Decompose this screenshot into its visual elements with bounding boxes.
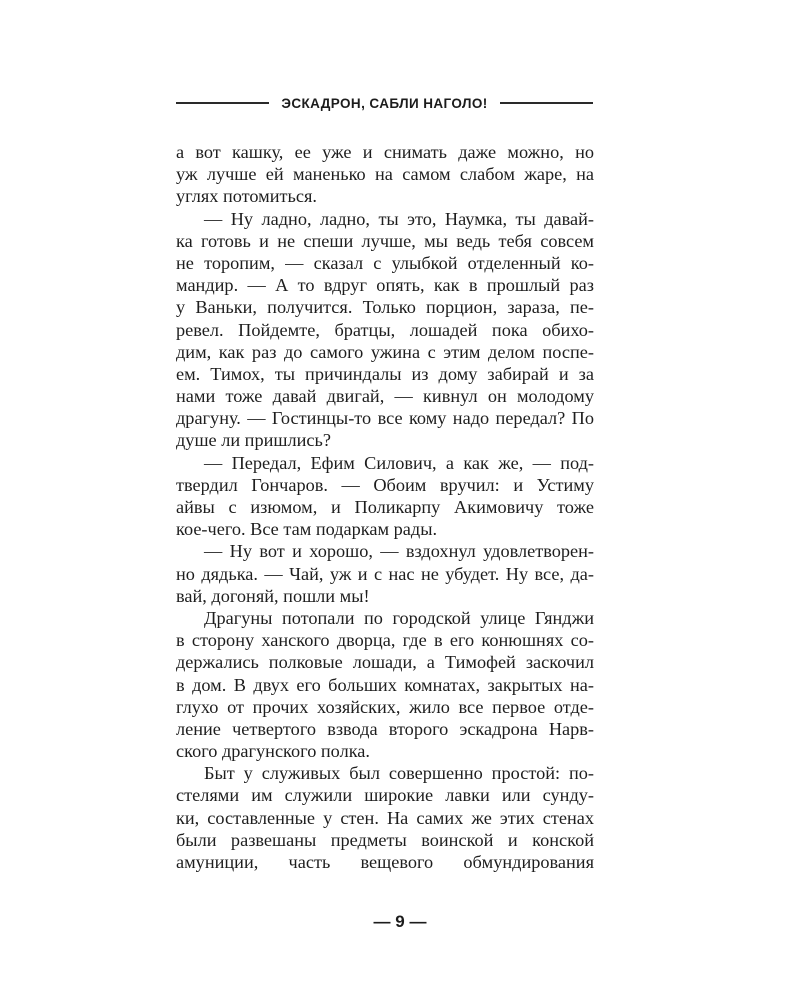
running-head xyxy=(176,92,593,114)
text-line: ем. Тимох, ты причиндалы из дому забирай и за xyxy=(176,363,594,384)
paragraph xyxy=(176,607,594,762)
text-line: у Ваньки, получится. Только порцион, зараза, пе- xyxy=(176,297,594,318)
text-line: ка готовь и не спеши лучше, мы ведь тебя совсем xyxy=(176,230,594,251)
text-line: ление четвертого взвода второго эскадрона Нарв- xyxy=(176,718,594,739)
text-line: в сторону ханского дворца, где в его конюшнях со- xyxy=(176,630,594,651)
text-line: были развешаны предметы воинской и конской xyxy=(176,829,594,850)
text-line: ревел. Пойдемте, братцы, лошадей пока обихо- xyxy=(176,319,594,340)
paragraph xyxy=(176,208,594,452)
text-line: айвы с изюмом, и Поликарпу Акимовичу тоже xyxy=(176,497,594,517)
text-line: дим, как раз до самого ужина с этим делом поспе- xyxy=(176,341,594,362)
text-line: глухо от прочих хозяйских, жило все первое отде- xyxy=(176,696,594,717)
running-head-title: ЭСКАДРОН, САБЛИ НАГОЛО! xyxy=(281,95,488,111)
text-line: — Ну ладно, ладно, ты это, Наумка, ты давай- xyxy=(204,208,594,229)
running-head-rule-left xyxy=(176,102,269,104)
text-line: но дядька. — Чай, уж и с нас не убудет. Ну все, да- xyxy=(176,563,594,584)
running-head-rule-right xyxy=(500,102,593,104)
text-line: ского драгунского полка. xyxy=(176,741,370,762)
text-line: амуниции, часть вещевого обмундирования xyxy=(176,852,594,872)
text-line: углях потомиться. xyxy=(176,186,317,207)
text-line: вай, догоняй, пошли мы! xyxy=(176,585,370,606)
text-line: ки, составленные у стен. На самих же этих стенах xyxy=(176,807,594,828)
text-line: нами тоже давай двигай, — кивнул он молодому xyxy=(176,386,594,407)
text-line: драгуну. — Гостинцы-то все кому надо передал? По xyxy=(176,408,594,429)
text-line: душе ли пришлись? xyxy=(176,430,331,451)
text-line: стелями им служили широкие лавки или сунду- xyxy=(176,785,594,806)
paragraph xyxy=(176,762,594,873)
text-line: в дом. В двух его больших комнатах, закрытых на- xyxy=(176,674,594,695)
text-line: кое-чего. Все там подаркам рады. xyxy=(176,519,438,540)
paragraph xyxy=(176,141,594,208)
text-line: Драгуны потопали по городской улице Гянджи xyxy=(204,607,594,628)
text-line: держались полковые лошади, а Тимофей заскочил xyxy=(176,652,594,673)
text-line: твердил Гончаров. — Обоим вручил: и Устиму xyxy=(176,474,594,495)
body-text xyxy=(176,141,594,873)
text-line: Быт у служивых был совершенно простой: по- xyxy=(204,763,594,784)
text-line: а вот кашку, ее уже и снимать даже можно, но xyxy=(176,142,594,162)
text-line: уж лучше ей маненько на самом слабом жаре, на xyxy=(176,164,594,185)
text-line: — Передал, Ефим Силович, а как же, — под- xyxy=(204,452,594,473)
paragraph xyxy=(176,540,594,607)
text-line: — Ну вот и хорошо, — вздохнул удовлетворен- xyxy=(204,541,594,562)
text-line: мандир. — А то вдруг опять, как в прошлый раз xyxy=(176,275,594,296)
text-line: не торопим, — сказал с улыбкой отделенный ко- xyxy=(176,252,594,273)
page-number: — 9 — xyxy=(373,912,427,931)
paragraph xyxy=(176,452,594,541)
